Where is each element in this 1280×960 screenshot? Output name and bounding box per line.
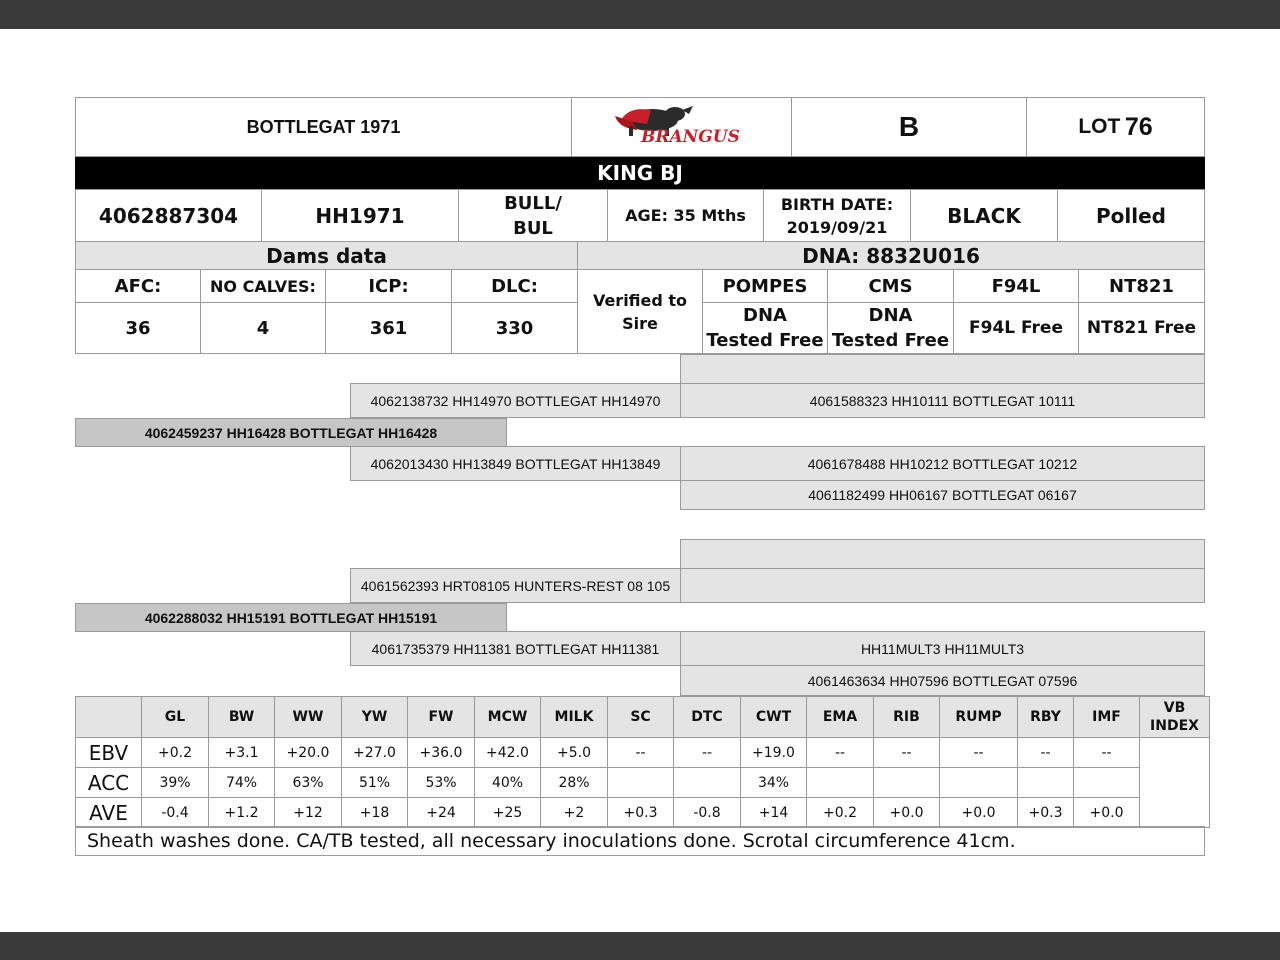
herd-id-text: HH1971 <box>315 203 405 228</box>
horn-status <box>1057 189 1205 242</box>
sex <box>458 189 608 242</box>
pompes-header-text: POMPES <box>722 275 808 297</box>
acc-cell: 28% <box>541 768 608 798</box>
dna-title <box>577 241 1205 270</box>
registration-number-text: 4062887304 <box>98 203 239 228</box>
ebv-cell: +3.1 <box>209 738 275 768</box>
lot-value: 76 <box>1124 112 1153 141</box>
afc-value <box>75 302 201 354</box>
color <box>910 189 1058 242</box>
row-label: EBV <box>76 738 142 768</box>
cms-header-text: CMS <box>868 275 913 297</box>
ave-cell: +12 <box>275 798 342 828</box>
acc-cell <box>874 768 940 798</box>
ave-cell: -0.8 <box>674 798 741 828</box>
vb-line1: VB <box>1163 700 1186 716</box>
dams-data-title <box>75 241 578 270</box>
f94l-result <box>953 302 1079 354</box>
acc-cell: 34% <box>741 768 807 798</box>
pompes-header <box>702 269 828 303</box>
ebv-cell: +19.0 <box>741 738 807 768</box>
ebv-cell: -- <box>1074 738 1140 768</box>
dam <box>75 603 507 632</box>
acc-cell: 63% <box>275 768 342 798</box>
acc-cell <box>608 768 674 798</box>
bull-logo-icon <box>607 102 757 152</box>
pompes-line2: Tested Free <box>706 330 824 351</box>
pedigree-blank-2 <box>680 539 1205 569</box>
sire-dam <box>350 446 681 481</box>
ebv-table <box>75 696 1210 828</box>
ave-cell: -0.4 <box>142 798 209 828</box>
comments-text: Sheath washes done. CA/TB tested, all necessary inoculations done. Scrotal circumference 41cm. <box>87 830 1016 852</box>
ebv-column-header: EMA <box>807 697 874 738</box>
sire-dam-dam-text: 4061182499 HH06167 BOTTLEGAT 06167 <box>808 487 1077 503</box>
acc-cell: 53% <box>408 768 475 798</box>
sire-sire-dam-text: 4061588323 HH10111 BOTTLEGAT 10111 <box>809 392 1076 409</box>
ebv-cell: -- <box>940 738 1018 768</box>
afc-value-text: 36 <box>125 317 151 339</box>
ebv-column-header: FW <box>408 697 475 738</box>
vb-index-header <box>1140 697 1210 738</box>
animal-name-bar <box>75 157 1205 189</box>
lot-label: LOT <box>1078 115 1121 138</box>
acc-cell: 40% <box>475 768 541 798</box>
ebv-cell: +27.0 <box>342 738 408 768</box>
ebv-column-header: YW <box>342 697 408 738</box>
dam-sire <box>350 568 681 603</box>
ebv-column-header: RIB <box>874 697 940 738</box>
no-calves-value-text: 4 <box>256 317 270 339</box>
nt821-header-text: NT821 <box>1109 275 1174 297</box>
sex-line2: BUL <box>513 217 553 239</box>
ave-cell: +0.2 <box>807 798 874 828</box>
ebv-column-header: GL <box>142 697 209 738</box>
color-text: BLACK <box>947 203 1021 228</box>
row-label: ACC <box>76 768 142 798</box>
sire-sire-text: 4062138732 HH14970 BOTTLEGAT HH14970 <box>370 392 661 409</box>
brangus-logo <box>571 97 792 157</box>
ebv-column-header: CWT <box>741 697 807 738</box>
bottom-frame-bar <box>0 932 1280 960</box>
ebv-corner-cell <box>76 697 142 738</box>
ebv-column-header: WW <box>275 697 342 738</box>
dlc-value-text: 330 <box>495 317 534 339</box>
comments <box>75 826 1205 856</box>
acc-cell: 74% <box>209 768 275 798</box>
ave-cell: +0.0 <box>874 798 940 828</box>
vb-index-value <box>1140 738 1210 828</box>
dams-data-title-text: Dams data <box>266 243 387 268</box>
lot-number <box>1026 97 1205 157</box>
ave-cell: +25 <box>475 798 541 828</box>
birth-date-value: 2019/09/21 <box>786 217 888 237</box>
afc-label-text: AFC: <box>114 275 162 297</box>
verified-to-sire <box>577 269 703 354</box>
acc-row <box>76 768 1210 798</box>
ebv-column-header: MCW <box>475 697 541 738</box>
ave-cell: +2 <box>541 798 608 828</box>
no-calves-value <box>200 302 326 354</box>
pedigree-blank-1 <box>680 354 1205 384</box>
pompes-result <box>702 302 828 354</box>
grade-text: B <box>898 111 920 142</box>
birth-date-label: BIRTH DATE: <box>780 194 894 214</box>
acc-cell <box>1018 768 1074 798</box>
cms-header <box>827 269 954 303</box>
ebv-column-header: RBY <box>1018 697 1074 738</box>
ebv-column-header: BW <box>209 697 275 738</box>
registration-number <box>75 189 262 242</box>
dam-dam-dam-text: 4061463634 HH07596 BOTTLEGAT 07596 <box>807 672 1078 689</box>
cms-line2: Tested Free <box>831 330 950 351</box>
ebv-column-header: IMF <box>1074 697 1140 738</box>
ave-cell: +0.3 <box>1018 798 1074 828</box>
sire-dam-sire <box>680 446 1205 481</box>
row-label: AVE <box>76 798 142 828</box>
ave-row <box>76 798 1210 828</box>
ave-cell: +0.3 <box>608 798 674 828</box>
ebv-cell: +5.0 <box>541 738 608 768</box>
pedigree-blank-3 <box>680 568 1205 603</box>
nt821-result-text: NT821 Free <box>1086 318 1197 338</box>
dlc-value <box>451 302 578 354</box>
sire-dam-sire-text: 4061678488 HH10212 BOTTLEGAT 10212 <box>807 455 1078 472</box>
animal-name: KING BJ <box>597 161 683 185</box>
no-calves-label-text: NO CALVES: <box>210 276 316 296</box>
ebv-column-header: RUMP <box>940 697 1018 738</box>
ave-cell: +24 <box>408 798 475 828</box>
acc-cell <box>807 768 874 798</box>
sire-sire-dam <box>680 383 1205 418</box>
breeder-name-text: BOTTLEGAT 1971 <box>246 116 401 137</box>
ebv-cell: +42.0 <box>475 738 541 768</box>
pompes-line1: DNA <box>743 305 787 326</box>
dam-sire-text: 4061562393 HRT08105 HUNTERS-REST 08 105 <box>360 577 671 594</box>
f94l-header-text: F94L <box>991 275 1041 297</box>
sire-dam-text: 4062013430 HH13849 BOTTLEGAT HH13849 <box>370 455 661 472</box>
svg-text:BRANGUS: BRANGUS <box>640 127 740 147</box>
sire-dam-dam <box>680 480 1205 510</box>
cms-result <box>827 302 954 354</box>
ebv-row <box>76 738 1210 768</box>
verified-line2: Sire <box>622 313 658 333</box>
ave-cell: +18 <box>342 798 408 828</box>
dam-dam-dam <box>680 665 1205 696</box>
age-text: AGE: 35 Mths <box>625 206 746 225</box>
breeder-name <box>75 97 572 157</box>
ebv-column-header: DTC <box>674 697 741 738</box>
nt821-header <box>1078 269 1205 303</box>
dlc-label-text: DLC: <box>491 275 538 297</box>
ebv-cell: +36.0 <box>408 738 475 768</box>
acc-cell <box>940 768 1018 798</box>
nt821-result <box>1078 302 1205 354</box>
ebv-cell: -- <box>874 738 940 768</box>
ebv-cell: -- <box>608 738 674 768</box>
dam-text: 4062288032 HH15191 BOTTLEGAT HH15191 <box>144 609 438 626</box>
f94l-header <box>953 269 1079 303</box>
acc-cell <box>1074 768 1140 798</box>
ave-cell: +0.0 <box>940 798 1018 828</box>
herd-id <box>261 189 459 242</box>
ebv-cell: -- <box>674 738 741 768</box>
ebv-column-header: SC <box>608 697 674 738</box>
dam-dam-sire-text: HH11MULT3 HH11MULT3 <box>860 640 1025 657</box>
dam-dam-text: 4061735379 HH11381 BOTTLEGAT HH11381 <box>371 640 660 657</box>
ebv-column-header: MILK <box>541 697 608 738</box>
sire-text: 4062459237 HH16428 BOTTLEGAT HH16428 <box>144 424 438 441</box>
icp-label-text: ICP: <box>368 275 409 297</box>
acc-cell: 51% <box>342 768 408 798</box>
dlc-label <box>451 269 578 303</box>
sire <box>75 418 507 447</box>
ave-cell: +0.0 <box>1074 798 1140 828</box>
cms-line1: DNA <box>868 305 913 326</box>
acc-cell <box>674 768 741 798</box>
dam-dam <box>350 631 681 666</box>
age <box>607 189 764 242</box>
sire-sire <box>350 383 681 418</box>
afc-label <box>75 269 201 303</box>
ave-cell: +14 <box>741 798 807 828</box>
ebv-header-row <box>76 697 1210 738</box>
birth-date <box>763 189 911 242</box>
dna-title-text: DNA: 8832U016 <box>802 243 980 268</box>
verified-line1: Verified to <box>592 290 688 310</box>
ave-cell: +1.2 <box>209 798 275 828</box>
vb-line2: INDEX <box>1150 718 1199 734</box>
icp-label <box>325 269 452 303</box>
no-calves-label <box>200 269 326 303</box>
horn-status-text: Polled <box>1096 203 1166 228</box>
top-frame-bar <box>0 0 1280 29</box>
ebv-cell: +20.0 <box>275 738 342 768</box>
f94l-result-text: F94L Free <box>969 318 1063 338</box>
sex-line1: BULL/ <box>504 192 562 214</box>
acc-cell: 39% <box>142 768 209 798</box>
ebv-cell: -- <box>807 738 874 768</box>
icp-value-text: 361 <box>369 317 408 339</box>
ebv-cell: +0.2 <box>142 738 209 768</box>
icp-value <box>325 302 452 354</box>
ebv-cell: -- <box>1018 738 1074 768</box>
dam-dam-sire <box>680 631 1205 666</box>
grade-badge <box>791 97 1027 157</box>
